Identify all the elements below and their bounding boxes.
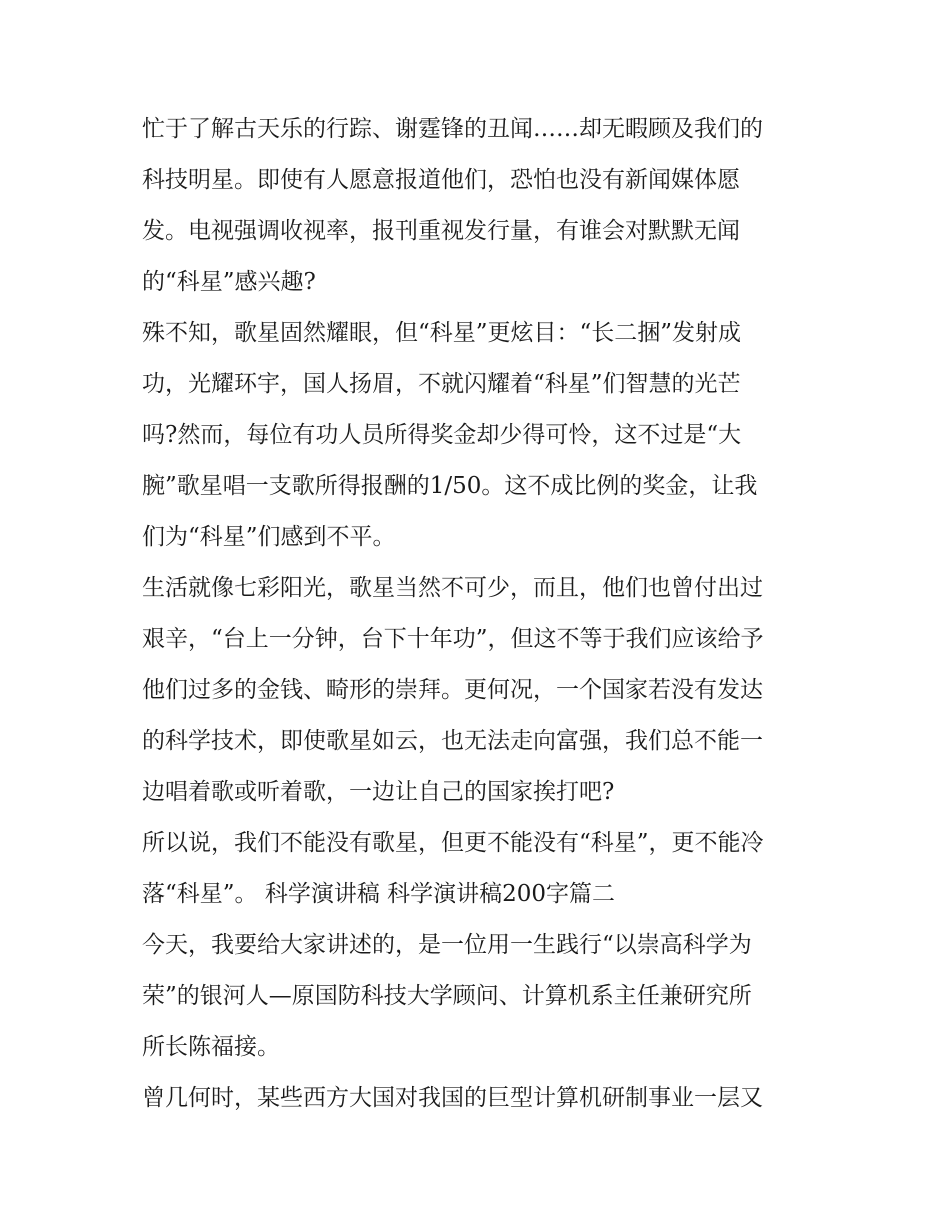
text-line: 艰辛，“台上一分钟，台下十年功”，但这不等于我们应该给予 — [142, 626, 764, 652]
text-line: 腕”歌星唱一支歌所得报酬的1/50。这不成比例的奖金，让我 — [142, 473, 758, 499]
text-line: 发。电视强调收视率，报刊重视发行量，有谁会对默默无闻 — [142, 218, 740, 244]
text-line: 今天，我要给大家讲述的，是一位用一生践行“以崇高科学为 — [142, 932, 752, 958]
document-body — [142, 104, 822, 1124]
text-line: 所长陈福接。 — [142, 1034, 280, 1060]
text-line: 曾几何时，某些西方大国对我国的巨型计算机研制事业一层又 — [142, 1085, 763, 1111]
text-line: 吗?然而，每位有功人员所得奖金却少得可怜，这不过是“大 — [142, 422, 742, 448]
text-line: 荣”的银河人—原国防科技大学顾问、计算机系主任兼研究所 — [142, 983, 752, 1009]
text-line: 落“科星”。 科学演讲稿 科学演讲稿200字篇二 — [142, 881, 616, 907]
text-line: 他们过多的金钱、畸形的崇拜。更何况，一个国家若没有发达 — [142, 677, 763, 703]
text-line: 的“科星”感兴趣? — [142, 269, 316, 295]
text-line: 边唱着歌或听着歌，一边让自己的国家挨打吧? — [142, 779, 615, 805]
text-line: 的科学技术，即使歌星如云，也无法走向富强，我们总不能一 — [142, 728, 763, 754]
text-line: 所以说，我们不能没有歌星，但更不能没有“科星”，更不能冷 — [142, 830, 764, 856]
text-line: 功，光耀环宇，国人扬眉，不就闪耀着“科星”们智慧的光芒 — [142, 371, 741, 397]
text-line: 们为“科星”们感到不平。 — [142, 524, 396, 550]
text-line: 殊不知，歌星固然耀眼，但“科星”更炫目：“长二捆”发射成 — [142, 320, 742, 346]
text-line: 忙于了解古天乐的行踪、谢霆锋的丑闻……却无暇顾及我们的 — [142, 116, 763, 142]
text-line: 科技明星。即使有人愿意报道他们，恐怕也没有新闻媒体愿 — [142, 167, 740, 193]
text-line: 生活就像七彩阳光，歌星当然不可少，而且，他们也曾付出过 — [142, 575, 763, 601]
